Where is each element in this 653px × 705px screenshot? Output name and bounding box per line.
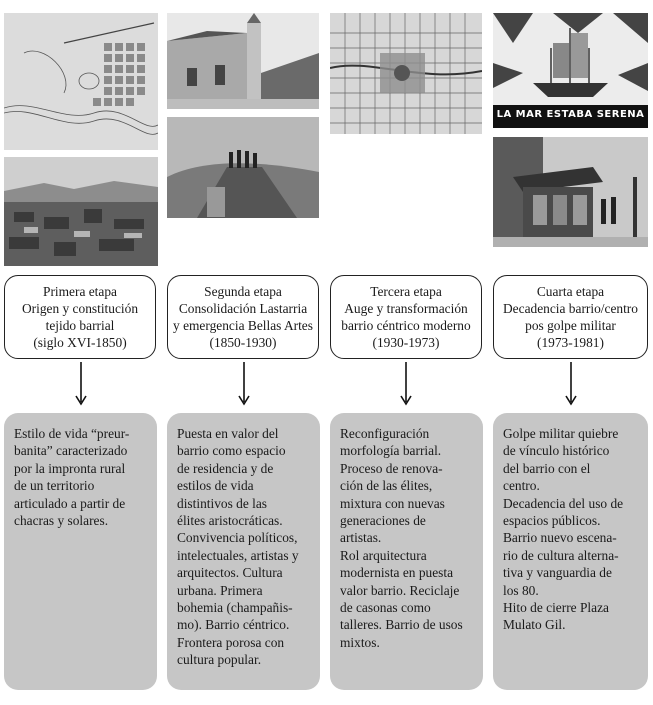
description-line: de residencia y de [177,460,274,476]
photo-street-kiosk [493,137,648,247]
description-line: chacras y solares. [14,513,109,529]
description-line: Hito de cierre Plaza [503,600,609,616]
description-line: articulado a partir de [14,495,126,511]
description-line: Barrio nuevo escena- [503,530,617,546]
description-line: Reconfiguración [340,426,430,441]
description-line: ción de las élites, [340,478,433,494]
stage-description-2 [167,413,320,690]
photo-caption: LA MAR ESTABA SERENA [496,109,645,120]
stage-period: (1850-1930) [209,335,277,350]
stage-period: (1930-1973) [372,335,440,350]
description-line: mo). Barrio céntrico. [177,617,290,633]
stage-box-3 [330,275,482,359]
stage-period: (siglo XVI-1850) [33,335,127,350]
description-line: banita” caracterizado [14,443,128,459]
description-line: mixtura con nuevas [340,495,445,511]
description-line: valor barrio. Reciclaje [340,582,460,598]
description-line: de casonas como [340,600,431,616]
arrow-down-icon [238,362,250,406]
description-line: Convivencia políticos, [177,530,298,546]
description-line: Decadencia del uso de [503,495,624,511]
stage-line: Auge y transformación [344,301,468,316]
stage-description-1 [4,413,157,690]
description-line: bohemia (champañis- [177,600,293,616]
stage-line: Decadencia barrio/centro [503,301,638,316]
stage-line: barrio céntrico moderno [341,318,471,333]
photo-poster-ship [493,13,648,128]
stage-box-4 [493,275,648,359]
description-line: morfología barrial. [340,443,442,459]
stage-line: Origen y constitución [21,301,139,316]
description-line: rio de cultura alterna- [503,547,619,563]
photo-urban-plan [330,13,482,134]
description-line: modernista en puesta [340,565,454,581]
description-line: cultura popular. [177,652,262,668]
description-line: por la impronta rural [14,460,126,476]
description-line: Mulato Gil. [503,617,566,633]
description-line: barrio como espacio [177,443,286,459]
arrow-down-icon [400,362,412,406]
arrow-down-icon [75,362,87,406]
description-line: artistas. [340,530,382,546]
description-line: talleres. Barrio de usos [340,617,463,633]
description-line: generaciones de [340,513,426,529]
photo-city-panorama [4,157,158,266]
stage-title: Primera etapa [43,284,117,299]
description-line: Golpe militar quiebre [503,426,619,441]
description-line: arquitectos. Cultura [177,565,283,581]
stage-box-2 [167,275,319,359]
stage-line: tejido barrial [45,318,115,333]
description-line: de un territorio [14,478,95,494]
description-line: Estilo de vida “preur- [14,426,130,441]
stage-period: (1973-1981) [537,335,604,350]
stage-description-3 [330,413,483,690]
description-line: Rol arquitectura [340,547,427,563]
description-line: Proceso de renova- [340,460,443,476]
description-line: distintivos de las [177,495,268,511]
stage-description-4 [493,413,648,690]
description-line: urbana. Primera [177,582,263,598]
photo-church-street [167,13,319,109]
description-line: Frontera porosa con [177,634,285,650]
stage-title: Segunda etapa [204,284,282,299]
description-line: del barrio con el [503,460,591,476]
description-line: los 80. [503,582,539,598]
description-line: de vínculo histórico [503,443,610,459]
description-line: Puesta en valor del [177,426,279,441]
stage-line: pos golpe militar [525,318,616,333]
description-line: espacios públicos. [503,513,601,529]
description-line: tiva y vanguardia de [503,565,612,581]
description-line: mixtos. [340,634,380,650]
photo-hill-group [167,117,319,218]
description-line: élites aristocráticas. [177,513,283,529]
stage-line: y emergencia Bellas Artes [173,318,313,333]
description-line: intelectuales, artistas y [177,547,299,563]
stage-box-1 [4,275,156,359]
description-line: centro. [503,478,540,494]
arrow-down-icon [565,362,577,406]
photo-historic-map [4,13,158,150]
description-line: estilos de vida [177,478,254,494]
stage-title: Cuarta etapa [536,284,605,299]
stage-line: Consolidación Lastarria [178,301,308,316]
stage-title: Tercera etapa [370,284,442,299]
